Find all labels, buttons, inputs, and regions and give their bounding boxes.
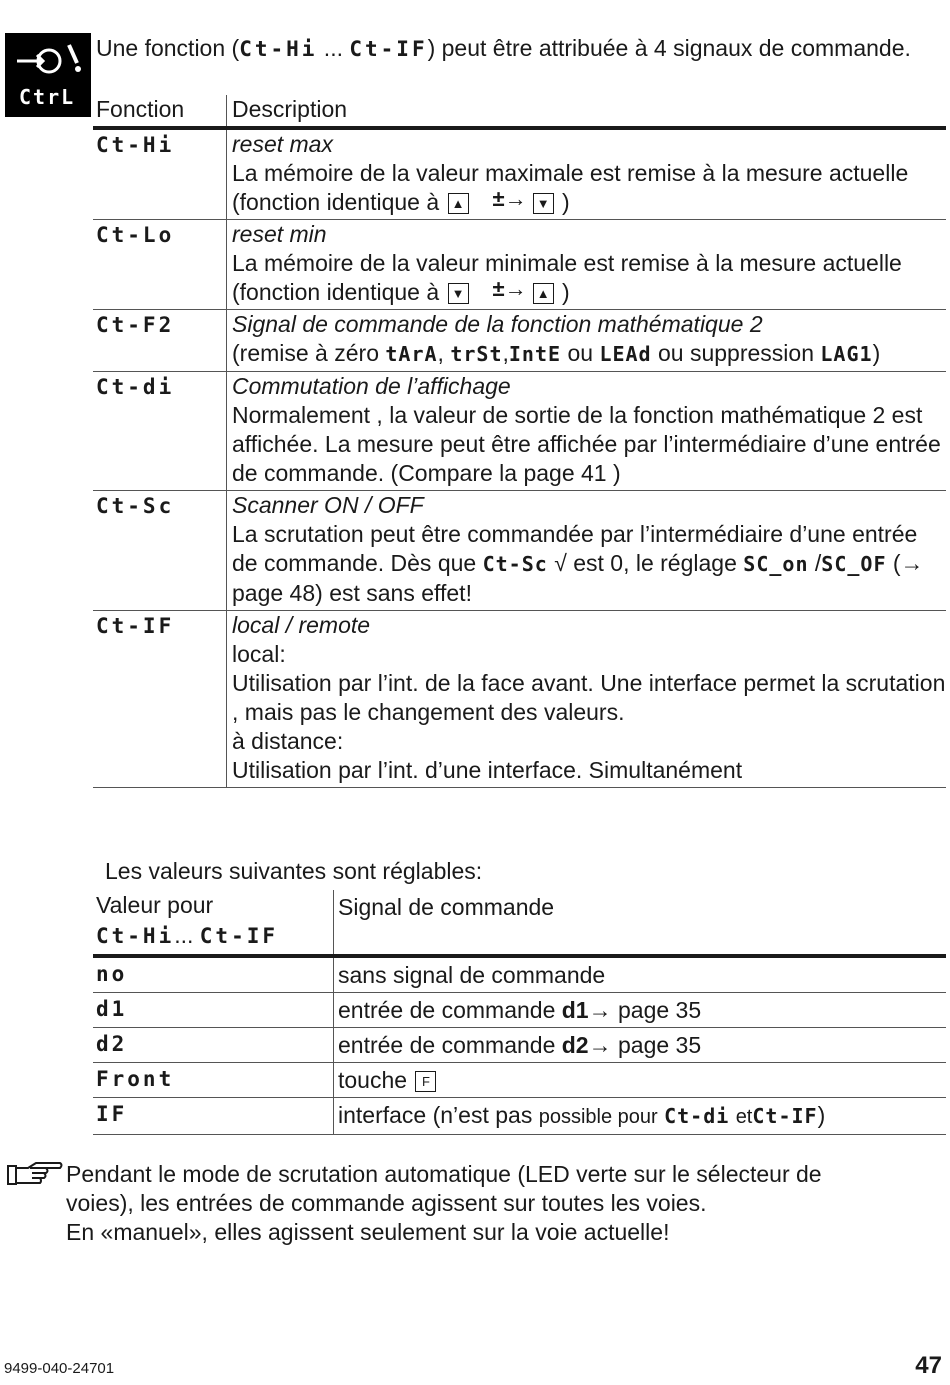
code-ct-lo: Ct-Lo <box>96 223 175 247</box>
table-header <box>93 95 946 128</box>
table-row <box>93 611 946 788</box>
ctrl-badge <box>5 33 91 117</box>
seg-ct-hi: Ct-Hi <box>239 37 318 61</box>
table-row <box>93 1098 946 1135</box>
remote-heading: à distance: <box>232 728 344 754</box>
header-signal-de-commande: Signal de commande <box>334 890 947 956</box>
table-row <box>93 491 946 611</box>
header-valeur-pour: Valeur pour Ct-Hi... Ct-IF <box>93 890 334 956</box>
value-desc: entrée de commande d2→ page 35 <box>338 1032 702 1058</box>
row-title: Scanner ON / OFF <box>232 492 424 518</box>
code-ct-sc: Ct-Sc <box>96 494 175 518</box>
value-code: d2 <box>96 1032 128 1056</box>
table-row <box>93 1028 946 1063</box>
input-switch-icon <box>5 33 91 89</box>
function-table <box>93 95 946 788</box>
code-ct-if: Ct-IF <box>96 614 175 638</box>
header-fonction: Fonction <box>93 95 227 128</box>
page-number: 47 <box>915 1352 942 1379</box>
f-key-icon: F <box>415 1071 436 1092</box>
pointing-hand-icon <box>6 1160 64 1188</box>
row-title: local / remote <box>232 612 371 638</box>
value-code: IF <box>96 1102 128 1126</box>
row-description: La mémoire de la valeur maximale est remise à la mesure actuelle (fonction identique à ▲ ±→ ▼ ) <box>232 160 909 215</box>
code-ct-hi: Ct-Hi <box>96 133 175 157</box>
table-row <box>93 310 946 372</box>
table-row <box>93 220 946 310</box>
local-text: Utilisation par l’int. de la face avant. Une interface permet la scrutation , mais pas le changement des valeurs. <box>232 670 946 725</box>
seg-ct-if: Ct-IF <box>349 37 428 61</box>
header-description: Description <box>227 95 947 128</box>
value-desc: touche F <box>334 1063 947 1098</box>
scan-note <box>6 1160 926 1247</box>
table-header <box>93 890 946 956</box>
plus-arrow-icon: ±→ <box>492 276 527 301</box>
table-row <box>93 128 946 220</box>
table-row <box>93 993 946 1028</box>
value-desc: sans signal de commande <box>338 962 606 988</box>
value-desc: entrée de commande d1→ page 35 <box>338 997 702 1023</box>
row-description: (remise à zéro tArA, trSt,IntE ou LEAd ou suppression LAG1) <box>232 340 881 366</box>
row-title: reset max <box>232 131 333 157</box>
values-table <box>93 890 946 1135</box>
code-ct-di: Ct-di <box>96 375 175 399</box>
row-description: Normalement , la valeur de sortie de la fonction mathématique 2 est affichée. La mesure peut être affichée par l’intermédiaire d’une entrée de commande. (Compare la page 41 ) <box>232 402 941 486</box>
row-title: Commutation de l’affichage <box>232 373 511 399</box>
row-title: reset min <box>232 221 327 247</box>
code-ct-f2: Ct-F2 <box>96 313 175 337</box>
row-description: La mémoire de la valeur minimale est remise à la mesure actuelle (fonction identique à ▼ ±→ ▲ ) <box>232 250 902 305</box>
row-description: La scrutation peut être commandée par l’intermédiaire d’une entrée de commande. Dès que Ct-Sc √ est 0, le réglage SC_on /SC_OF (→ page 48) est sans effet! <box>232 521 924 606</box>
row-title: Signal de commande de la fonction mathématique 2 <box>232 311 763 337</box>
value-code: no <box>96 962 128 986</box>
doc-number: 9499-040-24701 <box>4 1360 115 1377</box>
plus-arrow-icon: ±→ <box>492 186 527 211</box>
down-key-icon: ▼ <box>448 283 469 304</box>
value-desc: interface (n’est pas possible pour Ct-di etCt-IF) <box>338 1102 826 1128</box>
note-line: En «manuel», elles agissent seulement sur la voie actuelle! <box>66 1219 670 1245</box>
ctrl-label: CtrL <box>19 85 76 109</box>
intro-paragraph: Une fonction (Ct-Hi ... Ct-IF) peut être attribuée à 4 signaux de commande. <box>96 35 911 61</box>
note-line: Pendant le mode de scrutation automatique (LED verte sur le sélecteur de <box>66 1161 822 1187</box>
table-row <box>93 1063 946 1098</box>
up-key-icon: ▲ <box>448 193 469 214</box>
down-key-icon: ▼ <box>533 193 554 214</box>
value-code: d1 <box>96 997 128 1021</box>
values-subheading: Les valeurs suivantes sont réglables: <box>105 858 483 884</box>
value-code: Front <box>96 1067 175 1091</box>
note-line: voies), les entrées de commande agissent sur toutes les voies. <box>66 1190 707 1216</box>
up-key-icon: ▲ <box>533 283 554 304</box>
table-row <box>93 956 946 993</box>
remote-text: Utilisation par l’int. d’une interface. Simultanément <box>232 757 743 783</box>
local-heading: local: <box>232 641 286 667</box>
table-row <box>93 372 946 491</box>
